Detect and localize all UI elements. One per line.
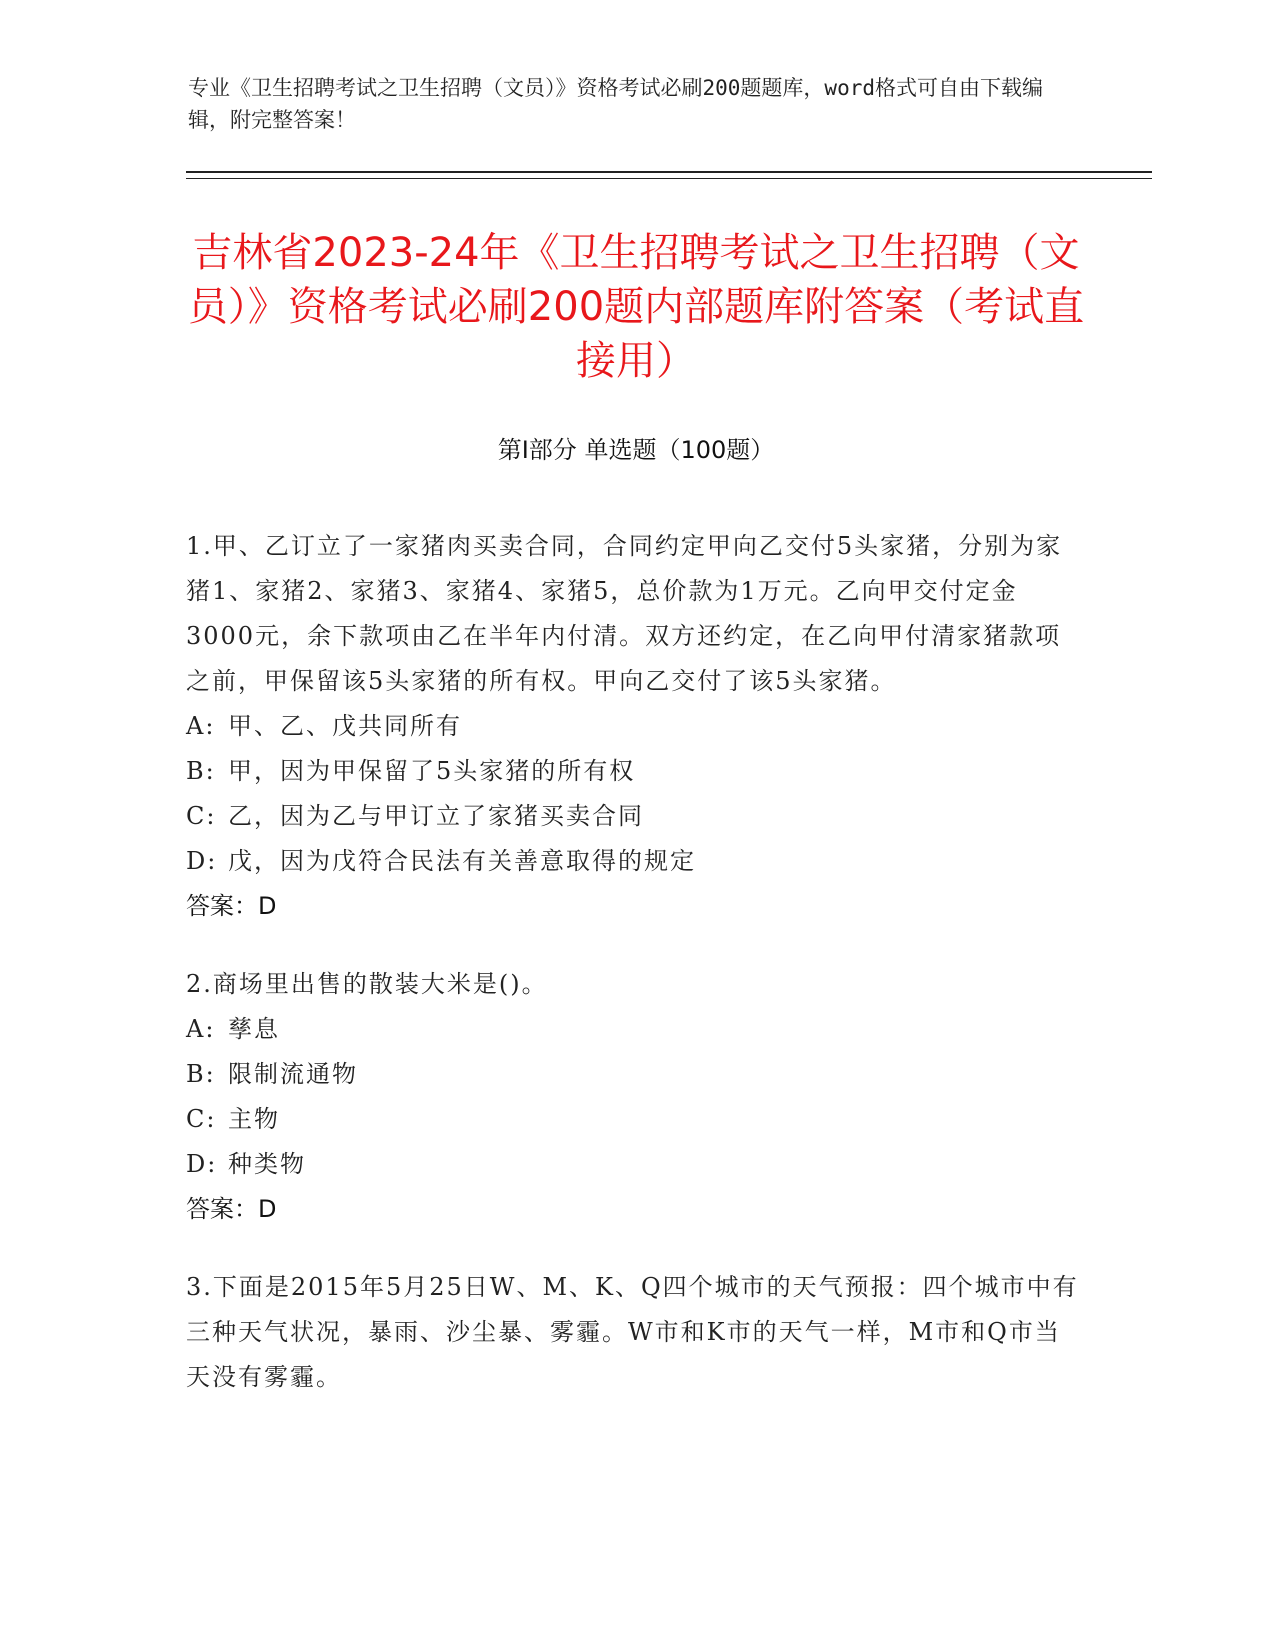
option-text: 甲、乙、戊共同所有 <box>228 712 462 740</box>
header-rule-thin <box>186 178 1152 179</box>
option-key: A: <box>186 1015 216 1043</box>
section-title: 第Ⅰ部分 单选题（100题） <box>497 436 775 464</box>
question-3 <box>186 1265 1086 1400</box>
option-text: 种类物 <box>228 1150 306 1178</box>
answer: 答案：D <box>186 1195 277 1223</box>
option-text: 主物 <box>228 1105 280 1133</box>
document-title: 吉林省2023-24年《卫生招聘考试之卫生招聘（文员）》资格考试必刷200题内部题库附答案（考试直接用） <box>187 230 1085 384</box>
option-text: 甲，因为甲保留了5头家猪的所有权 <box>228 757 636 785</box>
option-key: B: <box>186 757 216 785</box>
option-text: 孳息 <box>228 1015 280 1043</box>
option-key: A: <box>186 712 216 740</box>
option-key: C: <box>186 1105 217 1133</box>
option-b <box>186 749 1086 794</box>
option-text: 限制流通物 <box>228 1060 358 1088</box>
option-c <box>186 1097 1086 1142</box>
option-b <box>186 1052 1086 1097</box>
header-rule-thick <box>186 171 1152 173</box>
option-key: C: <box>186 802 217 830</box>
question-stem: 1.甲、乙订立了一家猪肉买卖合同，合同约定甲向乙交付5头家猪，分别为家猪1、家猪2、家猪3、家猪4、家猪5，总价款为1万元。乙向甲交付定金3000元，余下款项由乙在半年内付清。双方还约定，在乙向甲付清家猪款项之前，甲保留该5头家猪的所有权。甲向乙交付了该5头家猪。 <box>186 532 1063 695</box>
option-d <box>186 1142 1086 1187</box>
option-text: 戊，因为戊符合民法有关善意取得的规定 <box>228 847 696 875</box>
header-note: 专业《卫生招聘考试之卫生招聘（文员）》资格考试必刷200题题库，word格式可自由下载编辑，附完整答案！ <box>188 76 1043 132</box>
option-key: D: <box>186 1150 218 1178</box>
option-d <box>186 839 1086 884</box>
option-key: D: <box>186 847 218 875</box>
question-stem: 3.下面是2015年5月25日W、M、K、Q四个城市的天气预报：四个城市中有三种天气状况，暴雨、沙尘暴、雾霾。W市和K市的天气一样，M市和Q市当天没有雾霾。 <box>186 1273 1079 1391</box>
question-2 <box>186 962 1086 1232</box>
option-text: 乙，因为乙与甲订立了家猪买卖合同 <box>228 802 644 830</box>
option-key: B: <box>186 1060 216 1088</box>
option-c <box>186 794 1086 839</box>
option-a <box>186 1007 1086 1052</box>
answer: 答案：D <box>186 892 277 920</box>
question-list <box>186 524 1086 1433</box>
question-1 <box>186 524 1086 929</box>
option-a <box>186 704 1086 749</box>
question-stem: 2.商场里出售的散装大米是()。 <box>186 970 548 998</box>
